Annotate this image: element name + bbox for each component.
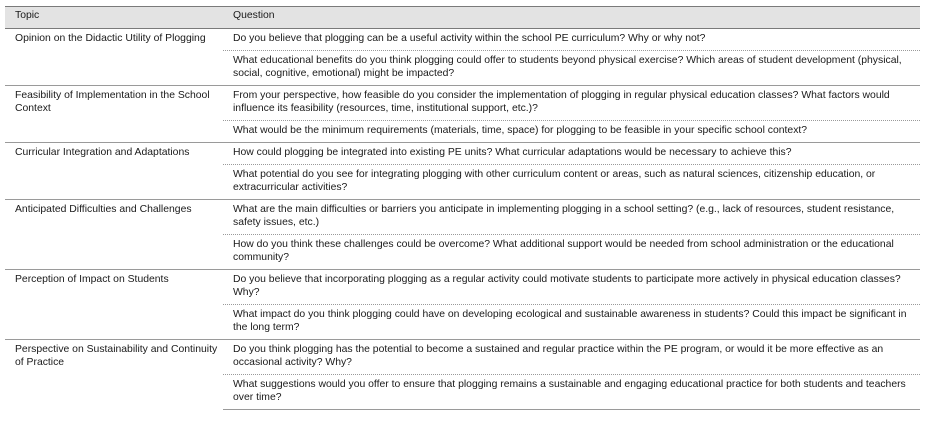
question-cell: What potential do you see for integrating plogging with other curriculum content or areas, such as natural sciences, citizenship education, or extracurricular activities? [223,165,920,200]
question-cell: How could plogging be integrated into existing PE units? What curricular adaptations would be necessary to achieve this? [223,143,920,165]
question-cell: What are the main difficulties or barriers you anticipate in implementing plogging in a school setting? (e.g., lack of resources, student resistance, safety issues, etc.) [223,200,920,235]
topic-cell: Perspective on Sustainability and Continuity of Practice [5,340,223,410]
table-row [5,143,920,165]
question-cell: How do you think these challenges could be overcome? What additional support would be needed from school administration or the educational community? [223,235,920,270]
topic-column-header: Topic [5,7,223,29]
table-row [5,86,920,121]
question-cell: What impact do you think plogging could have on developing ecological and sustainable awareness in students? Could this impact be significant in the long term? [223,305,920,340]
interview-questions-table [5,6,920,410]
question-cell: Do you believe that incorporating plogging as a regular activity could motivate students to participate more actively in physical education classes? Why? [223,270,920,305]
question-cell: Do you think plogging has the potential to become a sustained and regular practice within the PE program, or would it be more effective as an occasional activity? Why? [223,340,920,375]
topic-cell: Opinion on the Didactic Utility of Plogging [15,33,206,44]
question-cell: What would be the minimum requirements (materials, time, space) for plogging to be feasible in your specific school context? [223,121,920,143]
question-cell: What suggestions would you offer to ensure that plogging remains a sustainable and engaging educational practice for both students and teachers over time? [223,375,920,410]
topic-cell: Perception of Impact on Students [5,270,223,340]
table-row [5,29,920,51]
topic-cell: Anticipated Difficulties and Challenges [5,200,223,270]
table-row [5,270,920,305]
topic-cell: Curricular Integration and Adaptations [5,143,223,200]
table-header [5,7,920,29]
table-body [5,29,920,410]
question-cell: Do you believe that plogging can be a useful activity within the school PE curriculum? Why or why not? [233,33,706,44]
topic-cell: Feasibility of Implementation in the School Context [5,86,223,143]
question-column-header: Question [223,7,920,29]
table-row [5,340,920,375]
header-row [5,7,920,29]
question-cell: What educational benefits do you think plogging could offer to students beyond physical exercise? Which areas of student development (physical, social, cognitive, emotional) might be impacted? [223,51,920,86]
table-row [5,200,920,235]
question-cell: From your perspective, how feasible do you consider the implementation of plogging in regular physical education classes? What factors would influence its feasibility (resources, time, institutional support, etc.)? [223,86,920,121]
